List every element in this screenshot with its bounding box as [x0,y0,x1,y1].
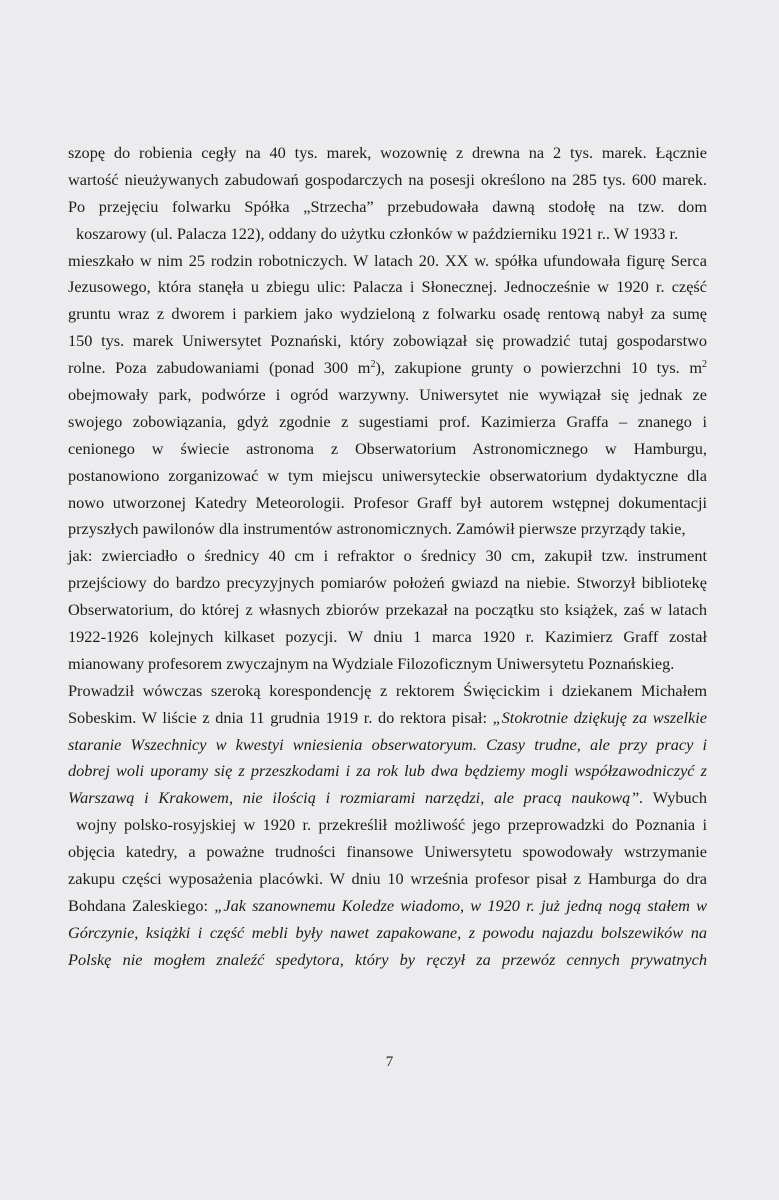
text-segment: Wybuch [643,788,707,808]
text-line [68,812,707,839]
page-number: 7 [385,1054,394,1070]
quote-text: staranie Wszechnicy w kwestyi wniesienia obserwatoryum. Czasy trudne, ale przy pracy i [68,734,707,754]
quote-text: Górczynie, książki i część mebli były nawet zapakowane, z powodu najazdu bolszewików na [68,922,707,942]
text-line [68,785,707,812]
text-segment: przejściowy do bardzo precyzyjnych pomiarów położeń gwiazd na niebie. Stworzył bibliotekę [68,573,707,593]
text-segment: jak: zwierciadło o średnicy 40 cm i refraktor o średnicy 30 cm, zakupił tzw. instrument [68,546,707,566]
text-segment: postanowiono zorganizować w tym miejscu uniwersyteckie obserwatorium dydaktyczne dla [68,465,707,485]
text-line [68,651,707,678]
text-line [68,382,707,409]
text-line [68,167,707,194]
text-line [68,140,707,167]
text-segment: gruntu wraz z dworem i parkiem jako wydzieloną z folwarku osadę rentową nabył za sumę [68,304,707,324]
text-segment: 1922-1926 kolejnych kilkaset pozycji. W dniu 1 marca 1920 r. Kazimierz Graff został [68,627,707,647]
text-segment: mianowany profesorem zwyczajnym na Wydziale Filozoficznym Uniwersytetu Poznańskieg. [68,653,675,673]
text-line [68,301,707,328]
text-segment: przyszłych pawilonów dla instrumentów astronomicznych. Zamówił pierwsze przyrządy takie, [68,519,686,539]
text-segment: swojego zobowiązania, gdyż zgodnie z sugestiami prof. Kazimierza Graffa – znanego i [68,411,707,431]
superscript: 2 [370,359,376,371]
text-line [68,436,707,463]
text-segment: Bohdana Zaleskiego: [68,895,215,915]
text-line [68,570,707,597]
text-line [68,893,707,920]
text-line [68,355,707,382]
text-line [68,839,707,866]
text-segment: rolne. Poza zabudowaniami (ponad 300 m [68,358,371,378]
text-segment: Po przejęciu folwarku Spółka „Strzecha” przebudowała dawną stodołę na tzw. dom [68,196,707,216]
text-segment: mieszkało w nim 25 rodzin robotniczych. W latach 20. XX w. spółka ufundowała figurę Serca [68,250,707,270]
text-segment: wartość nieużywanych zabudowań gospodarczych na posesji określono na 285 tys. 600 marek. [68,169,707,189]
text-segment: szopę do robienia cegły na 40 tys. marek, wozownię z drewna na 2 tys. marek. Łącznie [68,143,707,162]
text-segment: Sobeskim. W liście z dnia 11 grudnia 1919 r. do rektora pisał: [68,707,493,727]
text-segment: objęcia katedry, a poważne trudności finansowe Uniwersytetu spowodowały wstrzymanie [68,842,707,862]
text-line [68,221,707,248]
text-line [68,758,707,785]
quote-text: dobrej woli uporamy się z przeszkodami i za rok lub dwa będziemy mogli współzawodniczyć z [68,761,707,781]
quote-text: Polskę nie mogłem znaleźć spedytora, który by ręczył za przewóz cennych prywatnych [68,949,707,969]
text-line [68,866,707,893]
text-segment: obejmowały park, podwórze i ogród warzywny. Uniwersytet nie wywiązał się jednak ze [68,385,707,405]
text-segment: cenionego w świecie astronoma z Obserwatorium Astronomicznego w Hamburgu, [68,438,707,458]
text-line [68,543,707,570]
quote-text: Warszawą i Krakowem, nie ilością i rozmiarami narzędzi, ale pracą naukową”. [68,788,644,808]
text-line [68,516,707,543]
text-line [68,732,707,759]
text-segment: zakupu części wyposażenia placówki. W dniu 10 września profesor pisał z Hamburga do dra [68,869,707,889]
text-segment: Obserwatorium, do której z własnych zbiorów przekazał na początku sto książek, zaś w latach [68,600,707,620]
text-line [68,624,707,651]
text-line [68,920,707,947]
text-line [68,328,707,355]
text-line [68,248,707,275]
superscript: 2 [702,359,707,371]
body-text [68,140,707,974]
text-line [68,463,707,490]
text-segment: nowo utworzonej Katedry Meteorologii. Profesor Graff był autorem wstępnej dokumentacji [68,492,707,512]
text-line [68,409,707,436]
text-segment: 150 tys. marek Uniwersytet Poznański, który zobowiązał się prowadzić tutaj gospodarstwo [68,331,707,351]
text-segment: wojny polsko-rosyjskiej w 1920 r. przekreślił możliwość jego przeprowadzki do Poznania i [76,815,707,835]
text-line [68,678,707,705]
text-segment: ), zakupione grunty o powierzchni 10 tys. m [375,358,702,378]
text-line [68,705,707,732]
text-line [68,490,707,517]
text-segment: Jezusowego, która stanęła u zbiegu ulic: Palacza i Słonecznej. Jednocześnie w 1920 r. część [68,277,707,297]
quote-text: „Stokrotnie dziękuję za wszelkie [492,707,707,727]
text-line [68,194,707,221]
text-line [68,597,707,624]
text-line [68,274,707,301]
text-segment: koszarowy (ul. Palacza 122), oddany do użytku członków w październiku 1921 r.. W 1933 r. [76,223,679,243]
quote-text: „Jak szanownemu Koledze wiadomo, w 1920 r. już jedną nogą stałem w [214,895,707,915]
text-segment: Prowadził wówczas szeroką korespondencję z rektorem Święcickim i dziekanem Michałem [68,680,707,700]
text-line [68,947,707,974]
